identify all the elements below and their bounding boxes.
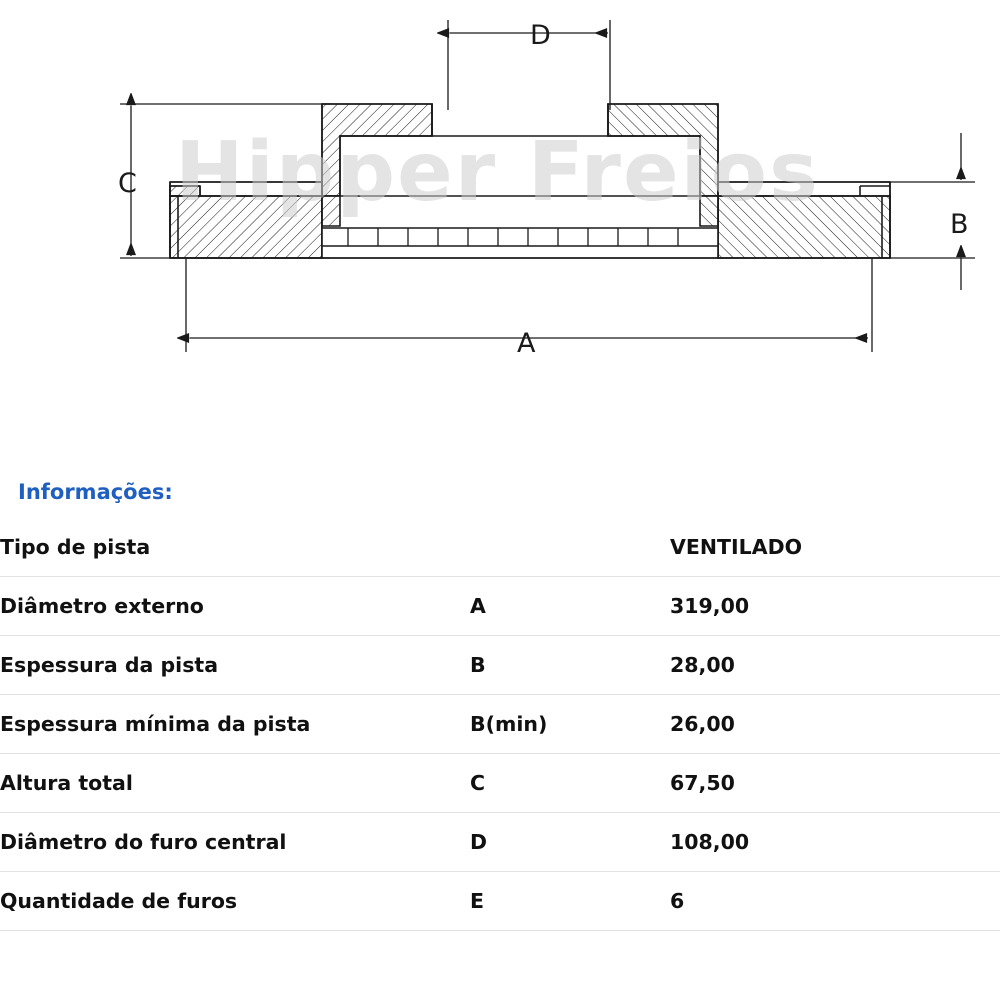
dimension-label-c: C xyxy=(118,168,137,199)
dimension-label-a: A xyxy=(517,328,536,359)
spec-symbol: C xyxy=(470,771,486,795)
spec-symbol: B(min) xyxy=(470,712,548,736)
spec-label: Espessura mínima da pista xyxy=(0,712,311,736)
spec-value: 28,00 xyxy=(670,653,735,677)
disc-cross-section-svg xyxy=(0,0,1000,460)
spec-value: 67,50 xyxy=(670,771,735,795)
spec-value: 319,00 xyxy=(670,594,750,618)
table-row xyxy=(0,695,1000,754)
info-section xyxy=(0,470,1000,931)
spec-value: VENTILADO xyxy=(670,535,803,559)
spec-symbol: E xyxy=(470,889,485,913)
brake-disc-technical-drawing xyxy=(0,0,1000,460)
spec-label: Quantidade de furos xyxy=(0,889,238,913)
spec-symbol: B xyxy=(470,653,486,677)
spec-label: Altura total xyxy=(0,771,133,795)
spec-symbol: A xyxy=(470,594,486,618)
spec-symbol xyxy=(470,518,670,577)
watermark-text: Hipper Freios xyxy=(175,125,820,220)
specs-table xyxy=(0,518,1000,931)
table-row xyxy=(0,636,1000,695)
spec-value: 26,00 xyxy=(670,712,735,736)
dimension-d xyxy=(448,20,610,110)
disc-body-outline xyxy=(170,104,890,258)
table-row xyxy=(0,813,1000,872)
dimension-label-d: D xyxy=(530,20,551,51)
spec-symbol: D xyxy=(470,830,488,854)
table-row xyxy=(0,518,1000,577)
spec-label: Tipo de pista xyxy=(0,535,151,559)
spec-value: 108,00 xyxy=(670,830,750,854)
spec-label: Diâmetro do furo central xyxy=(0,830,287,854)
spec-label: Espessura da pista xyxy=(0,653,219,677)
table-row xyxy=(0,754,1000,813)
table-row xyxy=(0,872,1000,931)
spec-value: 6 xyxy=(670,889,685,913)
spec-label: Diâmetro externo xyxy=(0,594,204,618)
table-row xyxy=(0,577,1000,636)
dimension-label-b: B xyxy=(950,209,969,240)
info-title: Informações: xyxy=(18,480,173,504)
